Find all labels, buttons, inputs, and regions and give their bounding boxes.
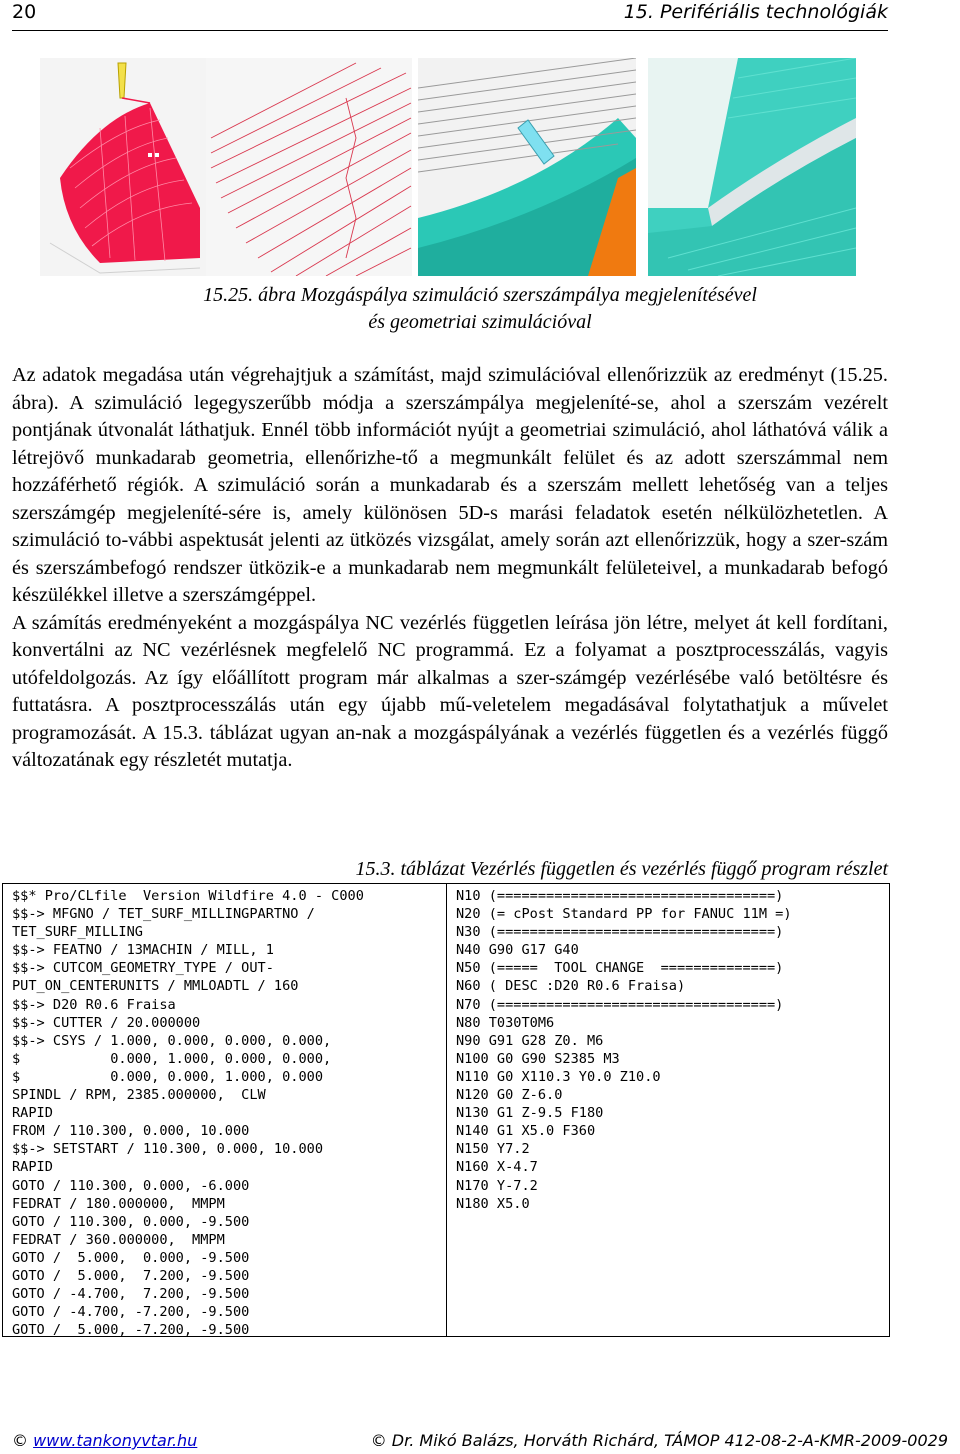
code-line: $$-> SETSTART / 110.300, 0.000, 10.000 <box>12 1141 323 1158</box>
code-line: $ 0.000, 1.000, 0.000, 0.000, <box>12 1050 332 1067</box>
control-dependent-code <box>456 887 792 1213</box>
code-line: GOTO / 5.000, 0.000, -9.500 <box>12 1249 250 1266</box>
code-line: N30 (==================================) <box>456 924 784 941</box>
code-line: $ 0.000, 0.000, 1.000, 0.000 <box>12 1068 323 1085</box>
code-line: N100 G0 G90 S2385 M3 <box>456 1050 620 1067</box>
code-line: $$-> CSYS / 1.000, 0.000, 0.000, 0.000, <box>12 1032 332 1049</box>
figure-caption-line2: és geometriai szimulációval <box>368 311 592 333</box>
code-line: N40 G90 G17 G40 <box>456 942 579 959</box>
code-line: FEDRAT / 360.000000, MMPM <box>12 1231 225 1248</box>
code-line: N110 G0 X110.3 Y0.0 Z10.0 <box>456 1068 661 1085</box>
code-line: N170 Y-7.2 <box>456 1177 538 1194</box>
paragraph: Az adatok megadása után végrehajtjuk a számítást, majd szimulációval ellenőrizzük az eredményt (15.25. ábra). A szimuláció legegyszerűbb módja a szerszámpálya megjeleníté-se, ahol a szerszám vezérelt pontjának útvonalát láthatjuk. Ennél több információt nyújt a geometriai szimuláció, ahol láthatóvá válik a létrejövő munkadarab geometria, ellenőrizhe-tő a megmunkált felület és az adott szerszámmal nem hozzáférhető régiók. A szimuláció során a munkadarab és a szerszám mellett lehetőség van a teljes szerszámgép megjeleníté-sére is, amely különösen 5D-s marási feladatok esetén nélkülözhetetlen. A szimuláció to-vábbi aspektusát jelenti az ütközés vizsgálat, amely során azt ellenőrizzük, hogy a szer-szám és szerszámbefogó rendszer ütközik-e a munkadarab nem megmunkált felületeivel, a munkadarab befogó készülékkel illetve a szerszámgéppel. <box>12 364 888 606</box>
code-line: PUT_ON_CENTERUNITS / MMLOADTL / 160 <box>12 978 299 995</box>
code-line: $$-> CUTTER / 20.000000 <box>12 1014 201 1031</box>
website-link[interactable]: www.tankonyvtar.hu <box>33 1431 198 1450</box>
code-line: N160 X-4.7 <box>456 1159 538 1176</box>
footer-left <box>12 1431 197 1450</box>
code-line: $$-> CUTCOM_GEOMETRY_TYPE / OUT- <box>12 960 274 977</box>
body-text <box>12 362 888 775</box>
code-line: N140 G1 X5.0 F360 <box>456 1123 596 1140</box>
copyright-symbol: © <box>12 1431 28 1450</box>
code-line: N150 Y7.2 <box>456 1141 530 1158</box>
machined-surface-image <box>648 58 856 276</box>
code-line: N180 X5.0 <box>456 1195 530 1212</box>
code-line: $$-> FEATNO / 13MACHIN / MILL, 1 <box>12 942 274 959</box>
code-line: $$* Pro/CLfile Version Wildfire 4.0 - C000 <box>12 888 364 904</box>
code-line: GOTO / 5.000, -7.200, -9.500 <box>12 1322 250 1339</box>
code-line: GOTO / 5.000, 7.200, -9.500 <box>12 1267 250 1284</box>
chapter-title: 15. Perifériális technológiák <box>623 1 888 23</box>
figure-caption-line1: 15.25. ábra Mozgáspálya szimuláció szerszámpálya megjelenítésével <box>203 284 757 306</box>
code-line: GOTO / -4.700, 7.200, -9.500 <box>12 1286 250 1303</box>
page-number: 20 <box>12 1 37 23</box>
code-line: N70 (==================================) <box>456 996 784 1013</box>
code-line: N80 T030T0M6 <box>456 1014 555 1031</box>
code-line: GOTO / -4.700, -7.200, -9.500 <box>12 1304 250 1321</box>
code-line: FEDRAT / 180.000000, MMPM <box>12 1195 225 1212</box>
code-line: RAPID <box>12 1105 53 1122</box>
code-line: N90 G91 G28 Z0. M6 <box>456 1032 604 1049</box>
simulation-figure <box>40 58 856 278</box>
program-table <box>2 883 890 1337</box>
code-line: N10 (==================================) <box>456 888 784 904</box>
geometry-simulation-image <box>418 58 636 276</box>
control-independent-code <box>12 887 364 1339</box>
code-line: RAPID <box>12 1159 53 1176</box>
paragraph: A számítás eredményeként a mozgáspálya NC vezérlés független leírása jön létre, melyet át kell fordítani, konvertálni az NC vezérlésnek megfelelő NC programmá. Ez a folyamat a posztprocesszálás, vagyis utófeldolgozás. Az így előállított program már alkalmas a szer-számgép vezérlésébe való betöltésre és futtatásra. A posztprocesszálás után egy újabb mű-veletelem megadásával folytathatjuk a művelet programozását. A 15.3. táblázat ugyan an-nak a mozgáspályának a vezérlés független és a vezérlés függő változatának egy részletét mutatja. <box>12 611 888 771</box>
code-line: SPINDL / RPM, 2385.000000, CLW <box>12 1087 266 1104</box>
code-line: GOTO / 110.300, 0.000, -6.000 <box>12 1177 250 1194</box>
code-line: $$-> D20 R0.6 Fraisa <box>12 996 176 1013</box>
footer-authors: © Dr. Mikó Balázs, Horváth Richárd, TÁMOP 412-08-2-A-KMR-2009-0029 <box>370 1431 948 1450</box>
code-line: N50 (===== TOOL CHANGE ==============) <box>456 960 784 977</box>
column-divider <box>446 884 447 1336</box>
code-line: N120 G0 Z-6.0 <box>456 1087 563 1104</box>
code-line: $$-> MFGNO / TET_SURF_MILLINGPARTNO / <box>12 906 315 923</box>
code-line: FROM / 110.300, 0.000, 10.000 <box>12 1123 250 1140</box>
page-header <box>12 0 888 31</box>
table-caption: 15.3. táblázat Vezérlés független és vezérlés függő program részlet <box>355 858 888 880</box>
toolpath-lines-image <box>206 58 412 276</box>
code-line: GOTO / 110.300, 0.000, -9.500 <box>12 1213 250 1230</box>
code-line: N20 (= cPost Standard PP for FANUC 11M =) <box>456 906 792 923</box>
code-line: TET_SURF_MILLING <box>12 924 143 941</box>
toolpath-simulation-image <box>40 58 206 276</box>
code-line: N130 G1 Z-9.5 F180 <box>456 1105 604 1122</box>
code-line: N60 ( DESC :D20 R0.6 Fraisa) <box>456 978 686 995</box>
page-footer <box>12 1431 948 1453</box>
